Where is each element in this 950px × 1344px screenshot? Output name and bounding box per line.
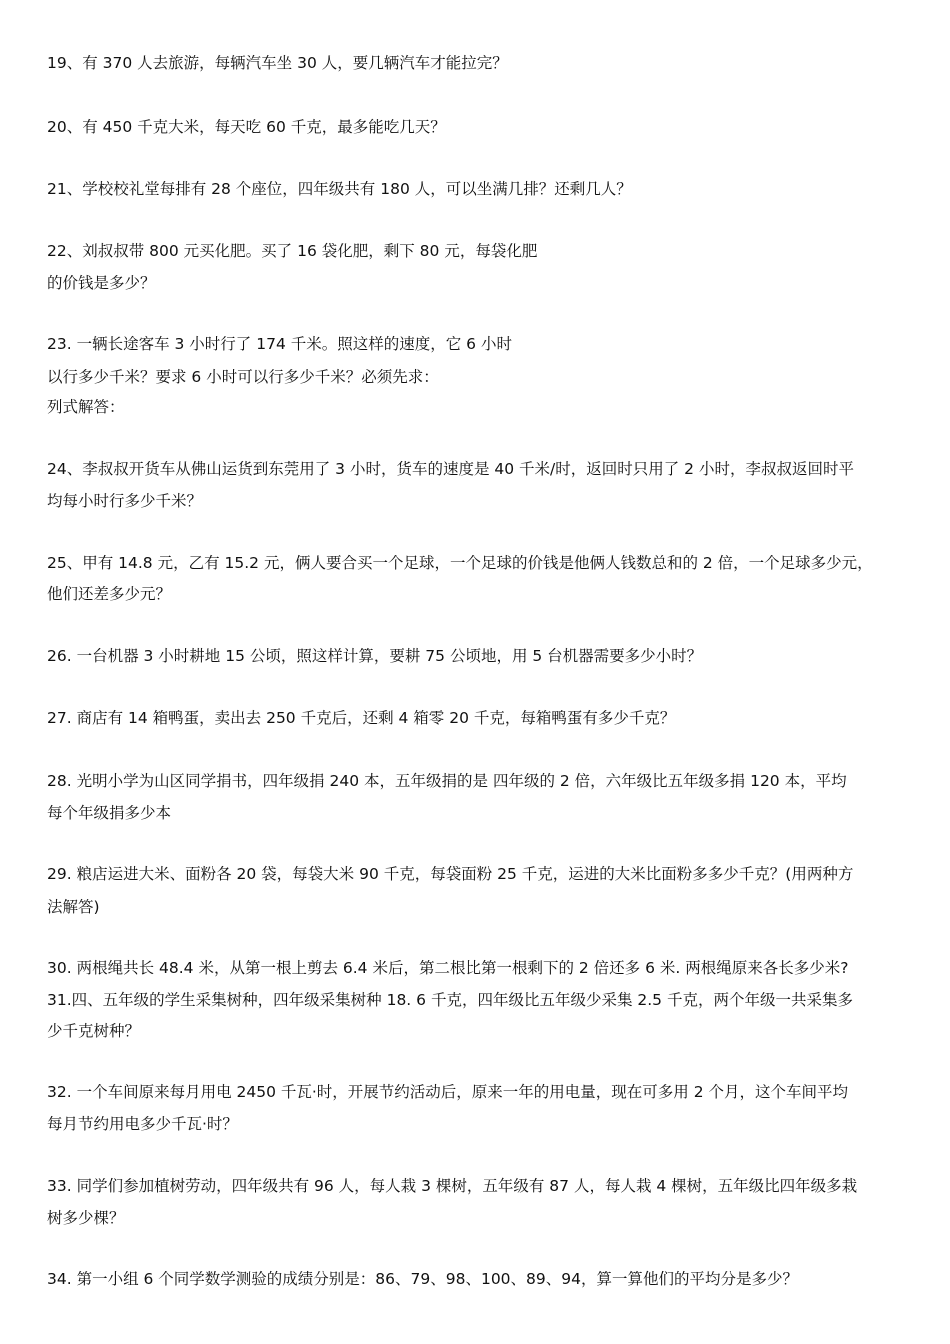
- problem-25-line-2: 他们还差多少元？: [47, 585, 172, 603]
- problem-22-line-1: 22、刘叔叔带 800 元买化肥。买了 16 袋化肥，剩下 80 元，每袋化肥: [47, 242, 538, 260]
- problem-31-line-2: 少千克树种？: [47, 1022, 141, 1040]
- problem-22-line-2: 的价钱是多少？: [47, 274, 156, 292]
- problem-29-line-2: 法解答): [47, 898, 100, 916]
- problem-23-line-3: 列式解答：: [47, 398, 125, 416]
- problem-29-line-1: 29. 粮店运进大米、面粉各 20 袋，每袋大米 90 千克，每袋面粉 25 千克，运进的大米比面粉多多少千克？(用两种方: [47, 865, 854, 883]
- problem-25-line-1: 25、甲有 14.8 元，乙有 15.2 元，俩人要合买一个足球，一个足球的价钱是他俩人钱数总和的 2 倍，一个足球多少元，: [47, 554, 873, 572]
- problem-34-line-1: 34. 第一小组 6 个同学数学测验的成绩分别是：86、79、98、100、89、94，算一算他们的平均分是多少？: [47, 1270, 798, 1288]
- problem-26-line-1: 26. 一台机器 3 小时耕地 15 公顷，照这样计算，要耕 75 公顷地，用 5 台机器需要多少小时？: [47, 647, 703, 665]
- problem-33-line-1: 33. 同学们参加植树劳动，四年级共有 96 人，每人栽 3 棵树，五年级有 87 人，每人栽 4 棵树，五年级比四年级多栽: [47, 1177, 858, 1195]
- problem-23-line-2: 以行多少千米？要求 6 小时可以行多少千米？必须先求：: [47, 368, 439, 386]
- problem-28-line-1: 28. 光明小学为山区同学捐书，四年级捐 240 本，五年级捐的是 四年级的 2 倍，六年级比五年级多捐 120 本，平均: [47, 772, 847, 790]
- problem-31-line-1: 31.四、五年级的学生采集树种，四年级采集树种 18. 6 千克，四年级比五年级少采集 2.5 千克，两个年级一共采集多: [47, 991, 853, 1009]
- problem-27-line-1: 27. 商店有 14 箱鸭蛋，卖出去 250 千克后，还剩 4 箱零 20 千克，每箱鸭蛋有多少千克？: [47, 709, 676, 727]
- problem-23-line-1: 23. 一辆长途客车 3 小时行了 174 千米。照这样的速度，它 6 小时: [47, 335, 512, 353]
- problem-32-line-2: 每月节约用电多少千瓦·时？: [47, 1115, 238, 1133]
- problem-28-line-2: 每个年级捐多少本: [47, 804, 172, 822]
- problem-24-line-2: 均每小时行多少千米？: [47, 492, 203, 510]
- problem-21-line-1: 21、学校校礼堂每排有 28 个座位，四年级共有 180 人，可以坐满几排？还剩几人？: [47, 180, 632, 198]
- problem-33-line-2: 树多少棵？: [47, 1209, 125, 1227]
- problem-19-line-1: 19、有 370 人去旅游，每辆汽车坐 30 人，要几辆汽车才能拉完？: [47, 54, 508, 72]
- problem-32-line-1: 32. 一个车间原来每月用电 2450 千瓦·时，开展节约活动后，原来一年的用电量，现在可多用 2 个月，这个车间平均: [47, 1083, 849, 1101]
- problem-30-line-1: 30. 两根绳共长 48.4 米，从第一根上剪去 6.4 米后，第二根比第一根剩下的 2 倍还多 6 米. 两根绳原来各长多少米?: [47, 959, 849, 977]
- problem-24-line-1: 24、李叔叔开货车从佛山运货到东莞用了 3 小时，货车的速度是 40 千米/时，返回时只用了 2 小时，李叔叔返回时平: [47, 460, 854, 478]
- problem-20-line-1: 20、有 450 千克大米，每天吃 60 千克，最多能吃几天？: [47, 118, 446, 136]
